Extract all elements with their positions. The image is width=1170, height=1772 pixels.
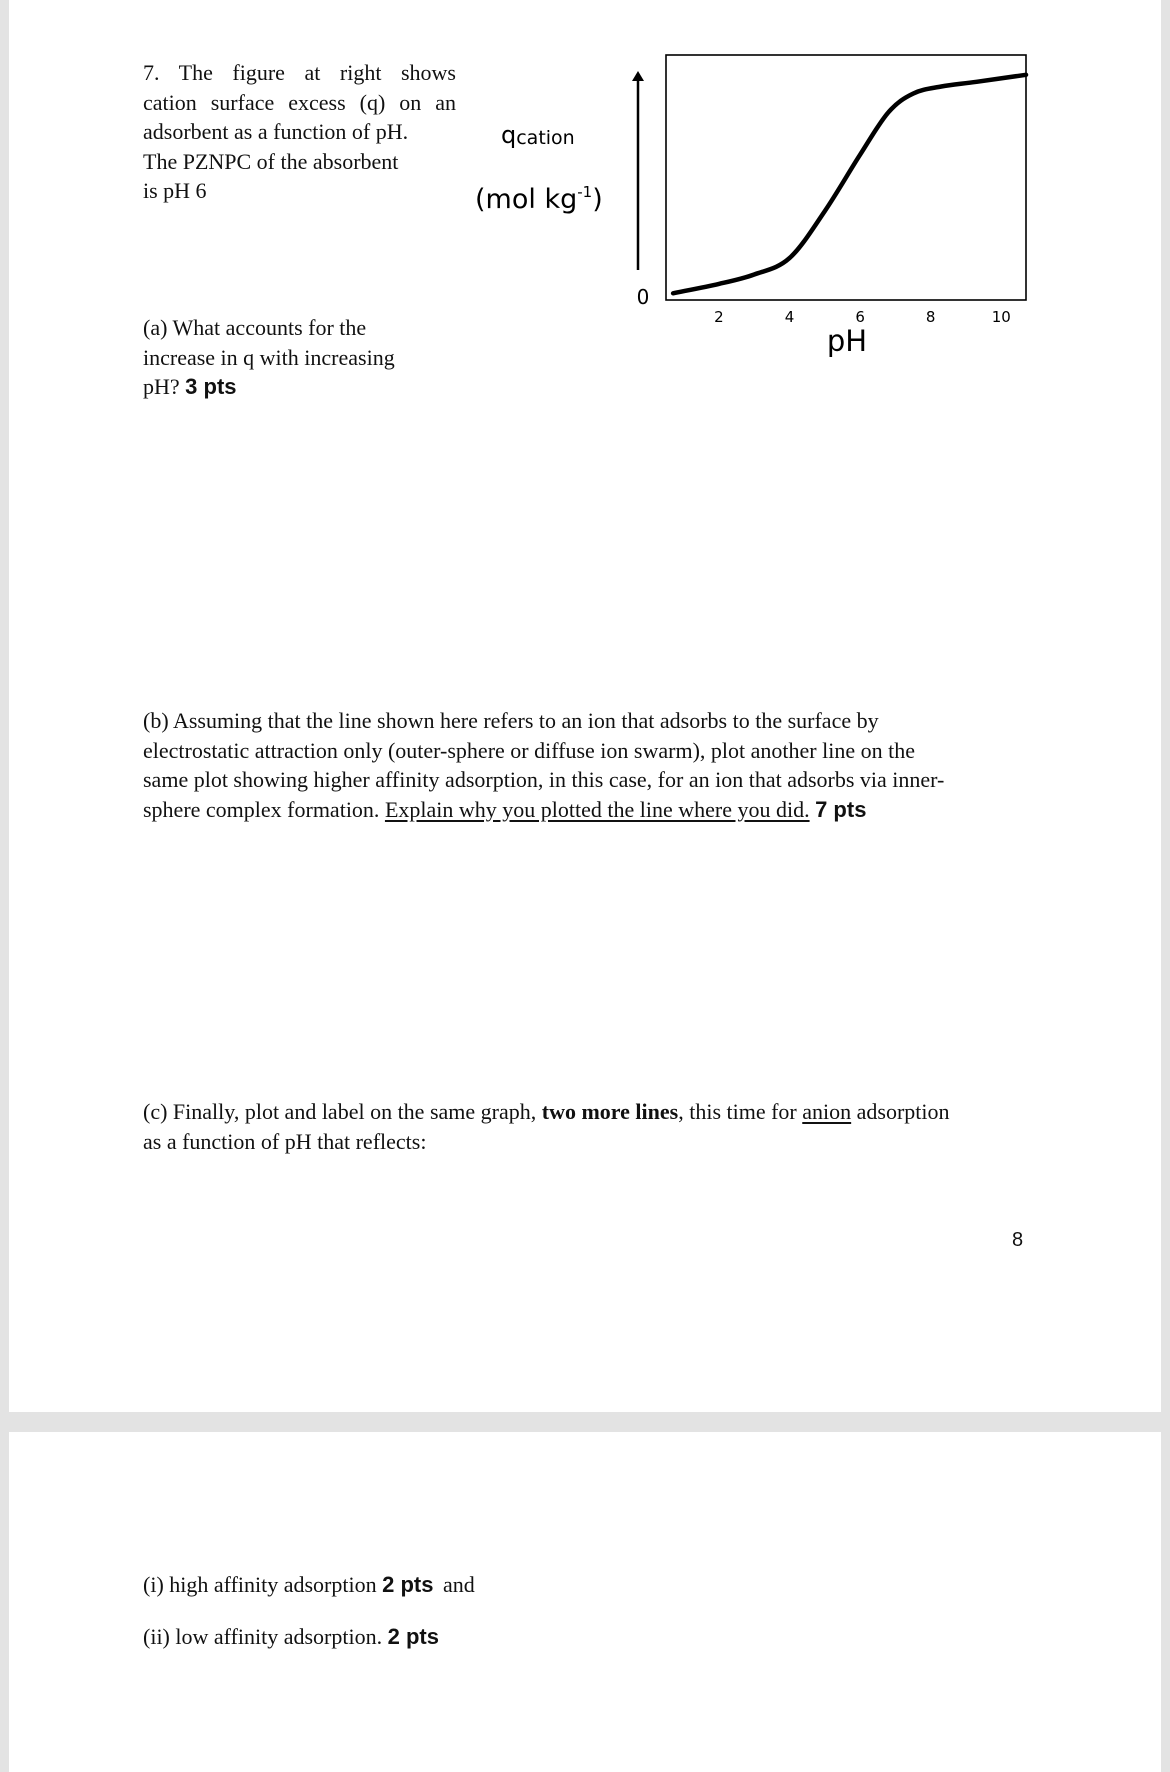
part-c-bold-phrase: two more lines: [541, 1099, 679, 1124]
intro-line-2: cation surface excess (q) on an: [143, 89, 456, 115]
y-axis-arrow-head: [632, 71, 644, 81]
part-b-line-4: [143, 795, 866, 825]
y-origin-label: 0: [636, 285, 650, 309]
page-number: 8: [1012, 1229, 1024, 1251]
part-b-text: sphere complex formation.: [143, 796, 380, 822]
part-b-line-3: same plot showing higher affinity adsorption, in this case, for an ion that adsorbs via inner-: [143, 767, 945, 792]
x-tick-label: 6: [855, 308, 865, 326]
adsorption-chart: [469, 45, 1039, 365]
part-a-points: 3 pts: [185, 374, 237, 399]
part-a-line-3: [143, 372, 237, 402]
part-c-underlined-word: anion: [802, 1099, 852, 1124]
page-2: [9, 1432, 1161, 1772]
part-c-i: (i) high affinity adsorption 2 pts and: [143, 1572, 475, 1597]
part-c-line-1: (c) Finally, plot and label on the same graph, two more lines, this time for anion adsorption: [143, 1099, 950, 1124]
intro-line-4: The PZNPC of the absorbent: [143, 148, 399, 174]
y-axis-subscript: cation: [516, 127, 575, 149]
x-tick-label: 10: [991, 308, 1011, 326]
y-axis-label: [501, 121, 575, 149]
part-b-line-2: electrostatic attraction only (outer-sphere or diffuse ion swarm), plot another line on the: [143, 737, 915, 763]
part-b-underlined-instruction: Explain why you plotted the line where you did.: [384, 796, 810, 822]
intro-line-3: adsorbent as a function of pH.: [143, 119, 409, 144]
part-a-question: pH?: [143, 374, 180, 399]
cation-adsorption-curve: [673, 75, 1026, 293]
x-tick-label: 4: [784, 308, 795, 326]
part-b-line-1: (b) Assuming that the line shown here refers to an ion that adsorbs to the surface by: [143, 708, 879, 733]
x-tick-label: 8: [925, 308, 936, 326]
page-1: [9, 0, 1161, 1412]
part-b-points: 7 pts: [815, 796, 867, 822]
x-axis-label: pH: [826, 324, 868, 358]
part-c-ii-points: 2 pts: [387, 1624, 439, 1649]
part-a-line-2: increase in q with increasing: [143, 344, 395, 370]
part-c-i-points: 2 pts: [382, 1572, 434, 1597]
part-c-ii: (ii) low affinity adsorption. 2 pts: [143, 1624, 439, 1649]
part-a-line-1: (a) What accounts for the: [143, 315, 367, 340]
x-tick-label: 2: [714, 308, 724, 326]
y-axis-symbol: q: [501, 121, 517, 149]
y-axis-units: (mol $kg^{-1}$): [475, 183, 603, 215]
part-c-line-2: as a function of pH that reflects:: [143, 1128, 427, 1154]
intro-line-5: is pH 6: [143, 178, 207, 203]
intro-line-1: 7. The figure at right shows: [143, 60, 456, 85]
